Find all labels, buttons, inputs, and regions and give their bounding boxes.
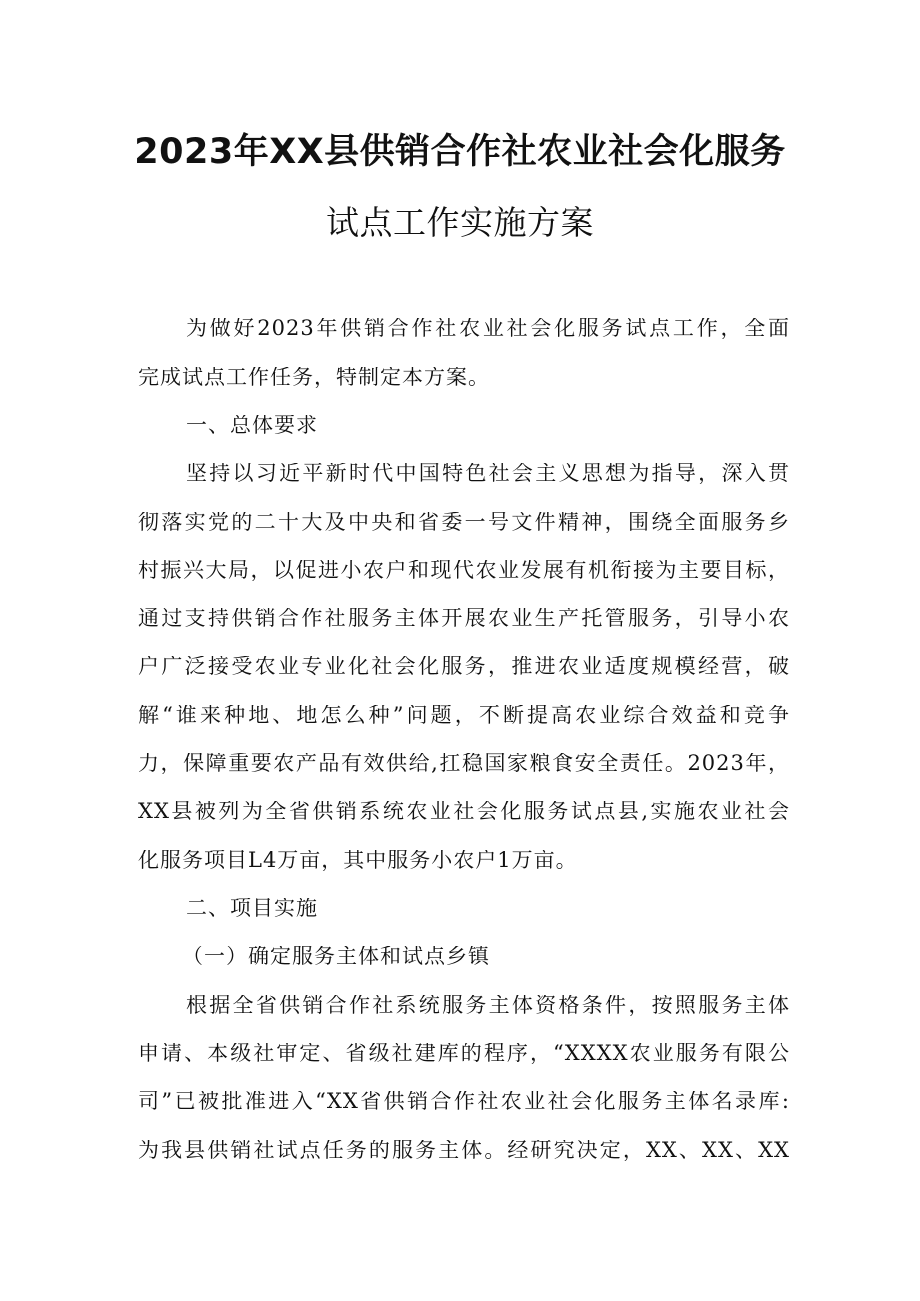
- paragraph-line: 为我县供销社试点任务的服务主体。经研究决定，XX、XX、XX: [138, 1140, 790, 1161]
- paragraph-line: 申请、本级社审定、省级社建库的程序，“XXXX农业服务有限公: [138, 1043, 790, 1064]
- paragraph-line: XX县被列为全省供销系统农业社会化服务试点县,实施农业社会: [138, 801, 790, 822]
- section-heading: 二、项目实施: [186, 898, 318, 919]
- paragraph-line: 司”已被批准进入“XX省供销合作社农业社会化服务主体名录库:: [138, 1091, 790, 1112]
- paragraph-line: 完成试点工作任务，特制定本方案。: [138, 367, 490, 388]
- paragraph-line: 通过支持供销合作社服务主体开展农业生产托管服务，引导小农: [138, 608, 790, 629]
- paragraph-line: 力，保障重要农产品有效供给,扛稳国家粮食安全责任。2023年，: [138, 753, 790, 774]
- paragraph-line: 户广泛接受农业专业化社会化服务，推进农业适度规模经营，破: [138, 656, 790, 677]
- paragraph-line: 为做好2023年供销合作社农业社会化服务试点工作，全面: [186, 318, 790, 339]
- section-heading: 一、总体要求: [186, 415, 318, 436]
- paragraph-line: 解“谁来种地、地怎么种”问题，不断提高农业综合效益和竞争: [138, 705, 790, 726]
- paragraph-line: 彻落实党的二十大及中央和省委一号文件精神，围绕全面服务乡: [138, 512, 790, 533]
- paragraph-line: 坚持以习近平新时代中国特色社会主义思想为指导，深入贯: [186, 463, 790, 484]
- paragraph-line: 村振兴大局，以促进小农户和现代农业发展有机衔接为主要目标，: [138, 560, 790, 581]
- document-title-line-1: 2023年XX县供销合作社农业社会化服务: [134, 132, 786, 172]
- subsection-heading: （一）确定服务主体和试点乡镇: [182, 946, 490, 967]
- document-title-line-2: 试点工作实施方案: [326, 203, 594, 242]
- paragraph-line: 化服务项目L4万亩，其中服务小农户1万亩。: [138, 850, 578, 871]
- paragraph-line: 根据全省供销合作社系统服务主体资格条件，按照服务主体: [186, 995, 790, 1016]
